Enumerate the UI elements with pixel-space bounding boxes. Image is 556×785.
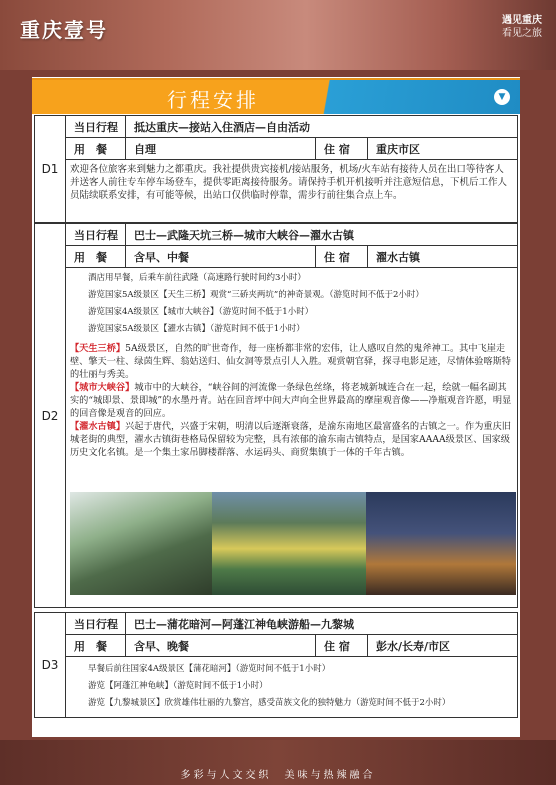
day-content xyxy=(66,270,517,459)
day-block-d2 xyxy=(34,223,518,608)
route-row xyxy=(66,116,517,138)
photo-strip xyxy=(70,492,516,595)
photo-ancient-town xyxy=(70,492,212,595)
route-value: 巴士—武隆天坑三桥—城市大峡谷—濯水古镇 xyxy=(134,228,354,242)
meal-row xyxy=(66,138,517,160)
route-value: 巴士—蒲花暗河—阿蓬江神龟峡游船—九黎城 xyxy=(134,617,354,631)
stay-label: 住 宿 xyxy=(316,138,368,159)
attraction-tag: 【天生三桥】 xyxy=(70,343,126,354)
brand-logo: 重庆壹号 xyxy=(20,18,108,42)
meal-label: 用 餐 xyxy=(66,635,126,656)
list-item: 游览【阿蓬江神龟峡】（游览时间不低于1小时） xyxy=(88,681,268,691)
route-label: 当日行程 xyxy=(66,613,126,634)
day-description: 欢迎各位旅客来到魅力之都重庆。我社提供贵宾接机/接站服务，机场/火车站有接待人员在出口等待客人并送客人前往专车停车场登车，提供零距离接待服务。请保持手机开机接听并注意短信息，下机后工作人员陆续联系安排，有可能等候，出站口仅供临时停靠，需步行前往集合点上车。 xyxy=(70,164,508,201)
route-row xyxy=(66,224,517,246)
meal-label: 用 餐 xyxy=(66,246,126,267)
list-item: 游览国家5A级景区【濯水古镇】（游览时间不低于1小时） xyxy=(88,324,305,334)
chevron-down-icon[interactable]: ▼ xyxy=(494,89,510,105)
meal-label: 用 餐 xyxy=(66,138,126,159)
list-item: 游览【九黎城景区】欣赏雄伟壮丽的九黎宫，感受苗族文化的独特魅力（游览时间不低于2小时） xyxy=(88,698,451,708)
photo-night-bridge xyxy=(366,492,516,595)
route-value: 抵达重庆—接站入住酒店—自由活动 xyxy=(134,120,310,134)
day-content xyxy=(66,661,517,712)
list-item: 游览国家4A级景区【城市大峡谷】（游览时间不低于1小时） xyxy=(88,307,314,317)
stay-label: 住 宿 xyxy=(316,635,368,656)
list-item: 酒店用早餐，后乘车前往武隆（高速路行驶时间约3小时） xyxy=(88,273,306,283)
route-label: 当日行程 xyxy=(66,116,126,137)
attraction-text: 城市中的大峡谷，“峡谷间的河流像一条绿色丝绦，将老城新城连合在一起，绘就一幅名副其实的“城即景、景即城”的水墨丹青。站在回音坪中间大声向全世界最高的摩崖观音像——净瓶观音许愿，明显的回音像是观音的回应。 xyxy=(70,382,512,419)
slogan-line-2: 看见之旅 xyxy=(502,28,542,39)
day-label: D3 xyxy=(35,613,66,717)
meal-value: 含早、晚餐 xyxy=(126,635,316,656)
attraction-desc xyxy=(70,420,513,459)
attraction-tag: 【城市大峡谷】 xyxy=(70,382,135,393)
footer-slogan: 多彩与人文交织 美味与热辣融合 xyxy=(180,770,376,781)
stay-label: 住 宿 xyxy=(316,246,368,267)
list-item: 早餐后前往国家4A级景区【蒲花暗河】（游览时间不低于1小时） xyxy=(88,664,331,674)
attraction-desc xyxy=(70,342,513,381)
stay-value: 重庆市区 xyxy=(376,142,420,156)
day-block-d3 xyxy=(34,612,518,718)
list-item: 游览国家5A级景区【天生三桥】观赏“三硚夹两坑”的神奇景观。（游览时间不低于2小时） xyxy=(88,290,424,300)
section-title: 行程安排 xyxy=(167,88,259,112)
route-label: 当日行程 xyxy=(66,224,126,245)
meal-value: 含早、中餐 xyxy=(126,246,316,267)
attraction-text: 兴起于唐代，兴盛于宋朝，明清以后逐渐衰落，是渝东南地区最富盛名的古镇之一。作为重庆旧城老街的典型，濯水古镇街巷格局保留较为完整，具有浓郁的渝东南古镇特点，是国家AAAA级景区、国家级历史文化名镇。是一个集土家吊脚楼群落、水运码头、商贸集镇于一体的千年古镇。 xyxy=(70,421,511,458)
stay-value: 彭水/长寿/市区 xyxy=(376,639,451,653)
attraction-text: 5A级景区，自然的旷世奇作，每一座桥都非常的宏伟，让人感叹自然的鬼斧神工。其中飞崖走壁、擎天一柱、绿茵生辉、翁姑送归、仙女洞等景点引人入胜。观赏朝官驿，探寻电影足迹，尽情体验喀斯特的壮丽与秀美。 xyxy=(70,343,511,380)
meal-row xyxy=(66,635,517,657)
day-label: D2 xyxy=(35,224,66,607)
stay-value: 濯水古镇 xyxy=(376,250,420,264)
meal-row xyxy=(66,246,517,268)
section-title-bar xyxy=(32,78,520,114)
slogan-line-1: 遇见重庆 xyxy=(502,15,542,26)
slogan xyxy=(502,14,542,40)
attraction-desc xyxy=(70,381,513,420)
photo-valley xyxy=(212,492,366,595)
day-label: D1 xyxy=(35,116,66,222)
route-row xyxy=(66,613,517,635)
attraction-tag: 【濯水古镇】 xyxy=(70,421,126,432)
meal-value: 自理 xyxy=(126,138,316,159)
day-block-d1 xyxy=(34,115,518,223)
